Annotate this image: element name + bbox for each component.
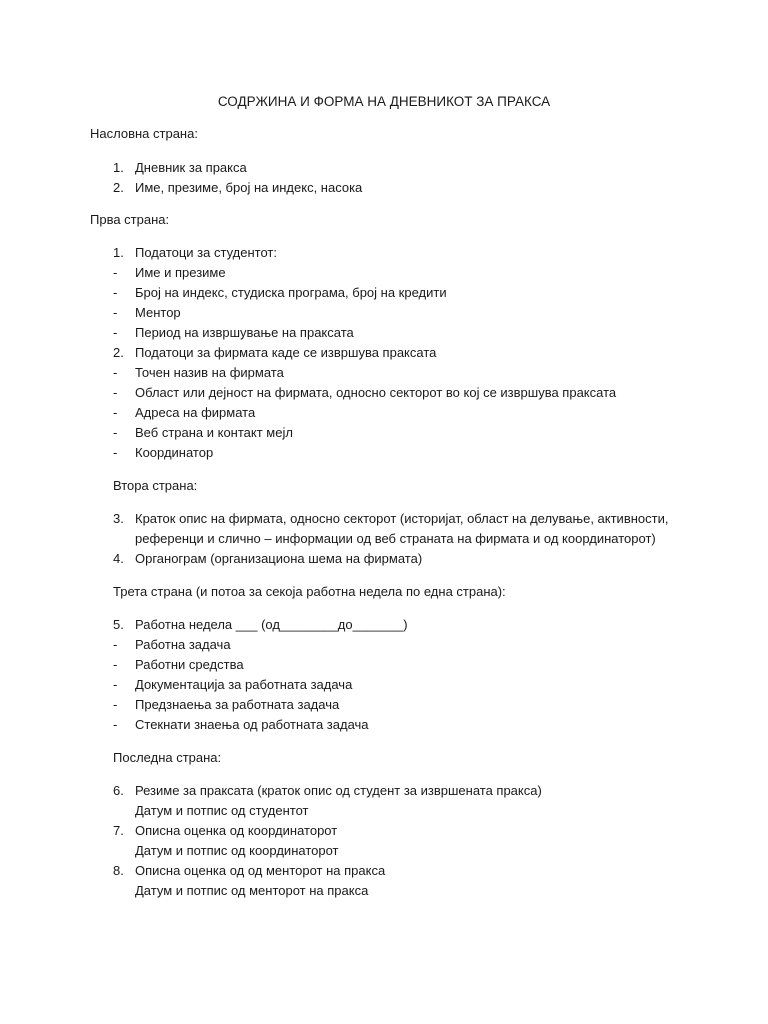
list-item: Податоци за студентот: bbox=[135, 245, 277, 260]
list-marker: - bbox=[113, 677, 118, 692]
list-item: Работна недела ___ (од________до_______) bbox=[135, 617, 408, 632]
list-marker: - bbox=[113, 325, 118, 340]
list-marker: 8. bbox=[113, 863, 124, 878]
list-item: Точен назив на фирмата bbox=[135, 365, 284, 380]
list-item: Работна задача bbox=[135, 637, 231, 652]
list-item-continuation: референци и слично – информации од веб страната на фирмата и од координаторот) bbox=[135, 531, 656, 546]
list-marker: 1. bbox=[113, 160, 124, 175]
section-heading-second-page: Втора страна: bbox=[113, 478, 198, 493]
list-marker: - bbox=[113, 717, 118, 732]
list-marker: 4. bbox=[113, 551, 124, 566]
list-item: Име и презиме bbox=[135, 265, 226, 280]
list-marker: - bbox=[113, 305, 118, 320]
list-marker: - bbox=[113, 657, 118, 672]
list-item: Ментор bbox=[135, 305, 181, 320]
list-marker: - bbox=[113, 265, 118, 280]
section-heading-title-page: Насловна страна: bbox=[90, 126, 198, 141]
list-item: Адреса на фирмата bbox=[135, 405, 256, 420]
list-marker: - bbox=[113, 425, 118, 440]
list-item: Органограм (организациона шема на фирмата) bbox=[135, 551, 423, 566]
list-item: Работни средства bbox=[135, 657, 244, 672]
list-item: Предзнаења за работната задача bbox=[135, 697, 340, 712]
list-marker: 2. bbox=[113, 345, 124, 360]
list-item: Краток опис на фирмата, односно секторот (историјат, област на делување, активности, bbox=[135, 511, 669, 526]
list-marker: - bbox=[113, 365, 118, 380]
list-item-continuation: Датум и потпис од студентот bbox=[135, 803, 309, 818]
list-marker: 3. bbox=[113, 511, 124, 526]
list-item: Описна оценка од од менторот на пракса bbox=[135, 863, 386, 878]
list-item: Веб страна и контакт мејл bbox=[135, 425, 293, 440]
list-item: Област или дејност на фирмата, односно секторот во кој се извршува праксата bbox=[135, 385, 617, 400]
list-marker: 5. bbox=[113, 617, 124, 632]
list-item: Описна оценка од координаторот bbox=[135, 823, 338, 838]
section-heading-third-page: Трета страна (и потоа за секоја работна недела по една страна): bbox=[113, 584, 506, 599]
list-item: Дневник за пракса bbox=[135, 160, 247, 175]
list-item: Име, презиме, број на индекс, насока bbox=[135, 180, 363, 195]
list-marker: 1. bbox=[113, 245, 124, 260]
section-heading-last-page: Последна страна: bbox=[113, 750, 222, 765]
list-marker: - bbox=[113, 445, 118, 460]
list-item: Број на индекс, студиска програма, број на кредити bbox=[135, 285, 447, 300]
list-marker: - bbox=[113, 405, 118, 420]
list-marker: - bbox=[113, 697, 118, 712]
list-item: Резиме за праксата (краток опис од студент за извршената пракса) bbox=[135, 783, 542, 798]
list-item-continuation: Датум и потпис од координаторот bbox=[135, 843, 339, 858]
list-item-continuation: Датум и потпис од менторот на пракса bbox=[135, 883, 369, 898]
list-item: Период на извршување на праксата bbox=[135, 325, 354, 340]
list-marker: - bbox=[113, 637, 118, 652]
list-marker: 2. bbox=[113, 180, 124, 195]
list-marker: - bbox=[113, 285, 118, 300]
list-item: Податоци за фирмата каде се извршува праксата bbox=[135, 345, 437, 360]
list-item: Документација за работната задача bbox=[135, 677, 353, 692]
list-marker: 7. bbox=[113, 823, 124, 838]
list-item: Стекнати знаења од работната задача bbox=[135, 717, 369, 732]
section-heading-first-page: Прва страна: bbox=[90, 212, 170, 227]
page-title: СОДРЖИНА И ФОРМА НА ДНЕВНИКОТ ЗА ПРАКСА bbox=[217, 94, 551, 109]
list-item: Координатор bbox=[135, 445, 214, 460]
list-marker: 6. bbox=[113, 783, 124, 798]
list-marker: - bbox=[113, 385, 118, 400]
